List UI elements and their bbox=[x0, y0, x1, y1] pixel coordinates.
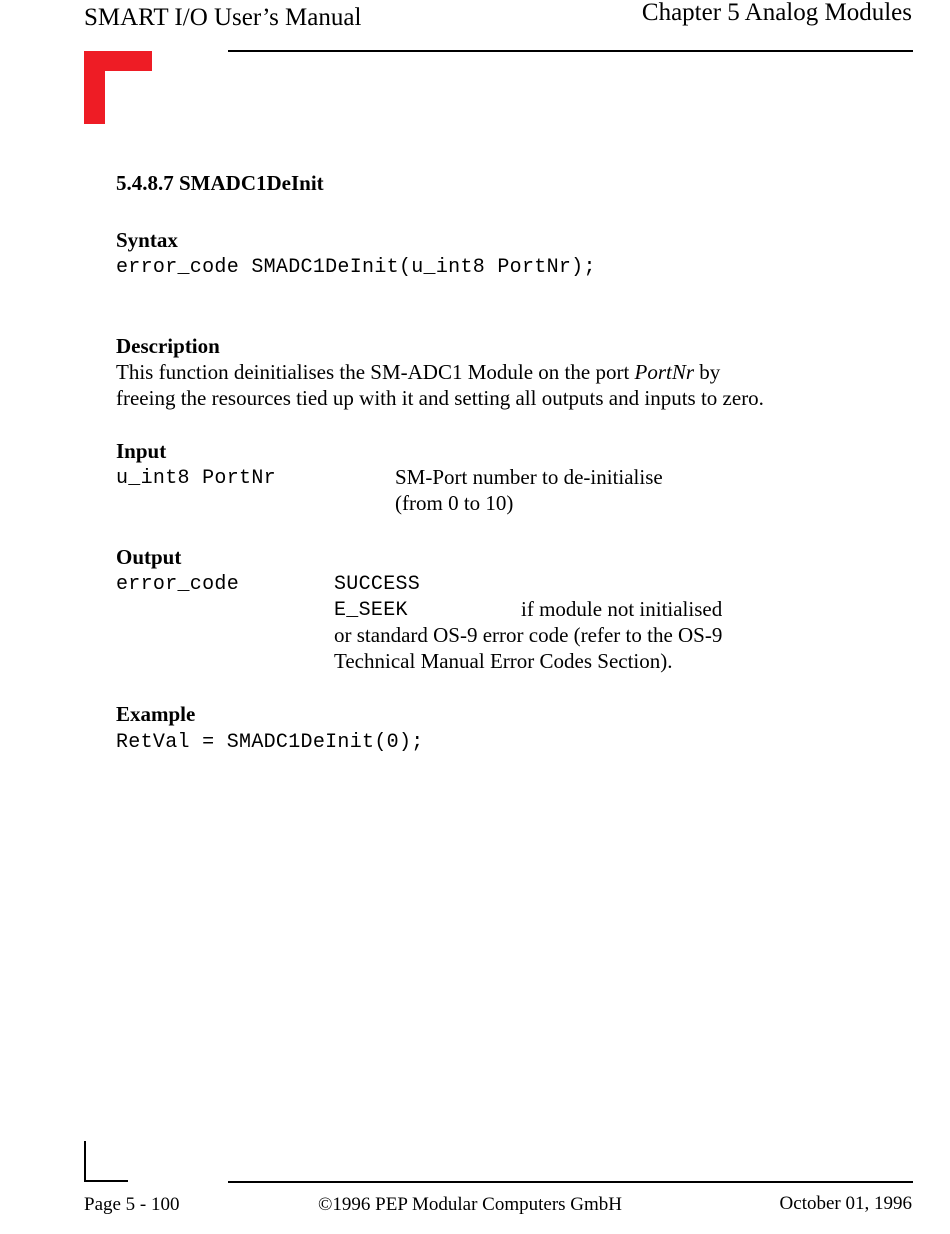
description-heading: Description bbox=[116, 334, 220, 358]
output-eseek: E_SEEK bbox=[334, 599, 408, 622]
output-other-line-1: or standard OS-9 error code (refer to the OS-9 bbox=[334, 623, 723, 647]
chapter-title: Chapter 5 Analog Modules bbox=[641, 0, 912, 26]
description-line-1: This function deinitialises the SM-ADC1 Module on the port PortNr by bbox=[116, 360, 721, 384]
output-other-line-2: Technical Manual Error Codes Section). bbox=[334, 649, 673, 673]
param-portnr: PortNr bbox=[634, 360, 695, 384]
syntax-heading: Syntax bbox=[116, 228, 178, 252]
page-number: Page 5 - 100 bbox=[84, 1194, 180, 1215]
output-heading: Output bbox=[116, 545, 182, 569]
header-rule bbox=[228, 50, 913, 52]
output-param: error_code bbox=[116, 573, 240, 596]
manual-title: SMART I/O User’s Manual bbox=[84, 4, 362, 31]
output-success: SUCCESS bbox=[334, 573, 421, 596]
input-heading: Input bbox=[116, 439, 167, 463]
example-heading: Example bbox=[116, 702, 196, 726]
example-code: RetVal = SMADC1DeInit(0); bbox=[116, 731, 424, 754]
footer-date: October 01, 1996 bbox=[779, 1193, 912, 1214]
input-description-line-1: SM-Port number to de-initialise bbox=[395, 465, 663, 489]
input-param: u_int8 PortNr bbox=[116, 467, 276, 490]
syntax-code: error_code SMADC1DeInit(u_int8 PortNr); bbox=[116, 256, 596, 279]
footer-rule bbox=[228, 1181, 913, 1183]
copyright: ©1996 PEP Modular Computers GmbH bbox=[318, 1194, 623, 1215]
description-line-2: freeing the resources tied up with it and setting all outputs and inputs to zero. bbox=[116, 386, 764, 410]
output-eseek-description: if module not initialised bbox=[521, 597, 723, 621]
input-description-line-2: (from 0 to 10) bbox=[395, 491, 514, 515]
section-heading: 5.4.8.7 SMADC1DeInit bbox=[116, 171, 324, 195]
